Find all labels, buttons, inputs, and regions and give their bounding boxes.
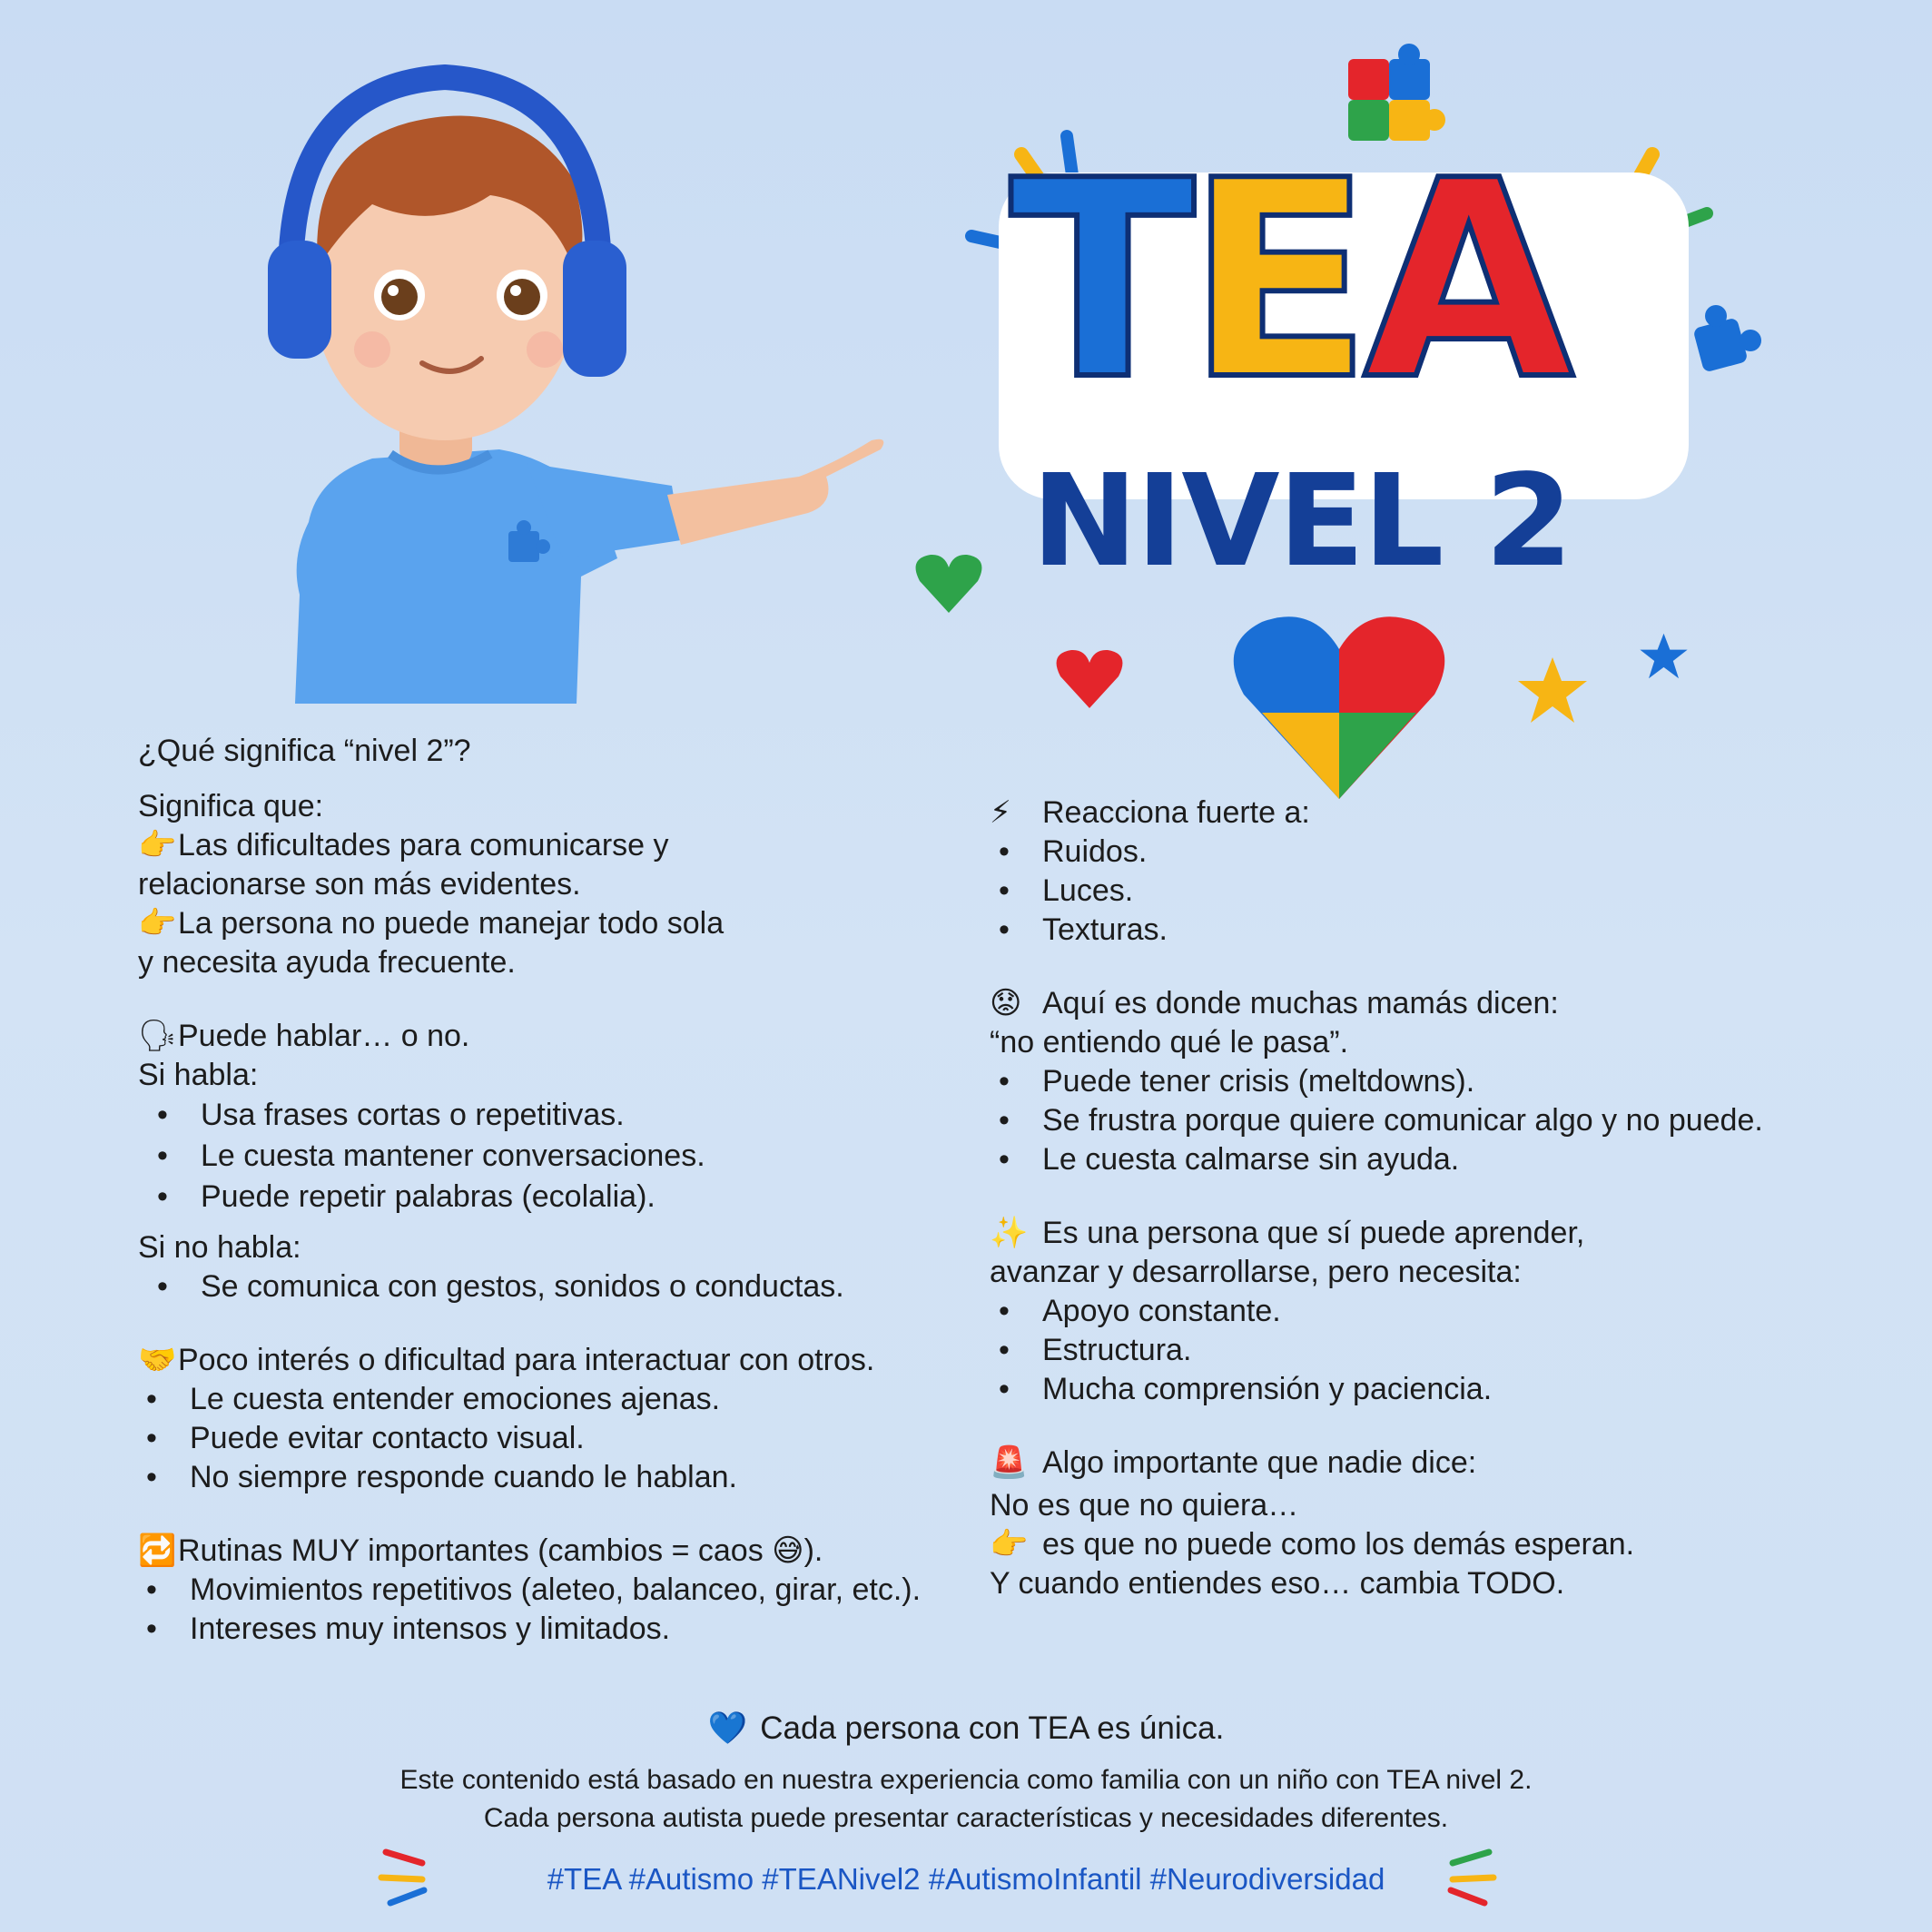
handshake-icon: 🤝 [138, 1343, 177, 1377]
right-column [990, 794, 1898, 1603]
logo-letter-e: E [1186, 123, 1364, 439]
point1-line1: 👉Las dificultades para comunicarse y [138, 826, 955, 865]
intro-text: Significa que: [138, 789, 324, 823]
list-item: • Apoyo constante. [1042, 1292, 1898, 1331]
speaking-head-icon: 🗣 [138, 1019, 178, 1053]
list-item: • Puede tener crisis (meltdowns). [1042, 1062, 1898, 1101]
list-item: • Luces. [1042, 872, 1898, 911]
social-heading: 🤝Poco interés o dificultad para interactuar con otros. [138, 1341, 955, 1380]
speak-heading: 🗣Puede hablar… o no. [138, 1017, 955, 1056]
confetti-left [377, 1843, 449, 1916]
pointing-hand-icon: 👉 [138, 828, 177, 862]
important-line2: 👉 es que no puede como los demás esperan. [990, 1525, 1898, 1564]
puzzle-piece-icon [1680, 300, 1770, 390]
list-item: • Le cuesta calmarse sin ayuda. [1042, 1140, 1898, 1179]
question-heading: ¿Qué significa “nivel 2”? [138, 734, 471, 768]
hashtags: #TEA #Autismo #TEANivel2 #AutismoInfantil #Neurodiversidad [547, 1862, 1385, 1896]
list-item: • Intereses muy intensos y limitados. [190, 1610, 955, 1649]
important-heading: 🚨 Algo importante que nadie dice: [990, 1444, 1898, 1483]
boy-illustration [254, 50, 908, 704]
list-item: • Texturas. [1042, 911, 1898, 950]
list-item: • Le cuesta entender emociones ajenas. [190, 1380, 955, 1419]
moms-line2: “no entiendo qué le pasa”. [990, 1025, 1349, 1060]
if-speaks: Si habla: [138, 1058, 259, 1092]
logo-letter-t: T [1010, 123, 1187, 439]
logo [953, 27, 1907, 808]
important-line3: Y cuando entiendes eso… cambia TODO. [990, 1566, 1565, 1601]
important-line1: No es que no quiera… [990, 1488, 1299, 1523]
sweat-smile-icon: 😅 [772, 1533, 804, 1568]
list-item: • No siempre responde cuando le hablan. [190, 1458, 955, 1497]
logo-subtitle: NIVEL 2 [1031, 448, 1572, 596]
if-not-speaks: Si no habla: [138, 1230, 301, 1265]
blue-heart-icon: 💙 [707, 1710, 748, 1746]
siren-icon: 🚨 [990, 1445, 1029, 1480]
footer [0, 1707, 1932, 1899]
puzzle-heart-icon [1226, 608, 1453, 808]
pointing-hand-icon: 👉 [990, 1527, 1029, 1562]
list-item: • Se comunica con gestos, sonidos o conductas. [201, 1267, 955, 1306]
routines-heading: 🔁Rutinas MUY importantes (cambios = caos 😅). [138, 1532, 955, 1571]
red-heart-icon [1053, 645, 1126, 713]
yellow-star-icon [1516, 654, 1589, 726]
moms-line1: 😟 Aquí es donde muchas mamás dicen: [990, 984, 1898, 1023]
learn-line2: avanzar y desarrollarse, pero necesita: [990, 1255, 1522, 1289]
pointing-hand-icon: 👉 [138, 906, 177, 941]
list-item: • Mucha comprensión y paciencia. [1042, 1370, 1898, 1409]
list-item: • Ruidos. [1042, 833, 1898, 872]
confetti-right [1425, 1843, 1498, 1916]
green-heart-icon [912, 549, 985, 617]
repeat-icon: 🔁 [138, 1533, 177, 1568]
logo-tea [1010, 123, 1565, 439]
point2-line1: 👉La persona no puede manejar todo sola [138, 904, 955, 943]
worried-face-icon: 😟 [990, 986, 1022, 1020]
list-item: • Usa frases cortas o repetitivas. [201, 1095, 955, 1136]
learn-line1: ✨ Es una persona que sí puede aprender, [990, 1214, 1898, 1253]
footer-note1: Este contenido está basado en nuestra experiencia como familia con un niño con TEA nivel 2. [399, 1765, 1533, 1795]
left-column [138, 732, 955, 1649]
point1-line2: relacionarse son más evidentes. [138, 867, 581, 902]
sparkles-icon: ✨ [990, 1216, 1029, 1250]
list-item: • Puede evitar contacto visual. [190, 1419, 955, 1458]
list-item: • Puede repetir palabras (ecolalia). [201, 1177, 955, 1217]
blue-star-icon [1639, 631, 1689, 681]
list-item: • Estructura. [1042, 1331, 1898, 1370]
react-heading: ⚡ Reacciona fuerte a: [990, 794, 1898, 833]
list-item: • Le cuesta mantener conversaciones. [201, 1136, 955, 1177]
logo-letter-a: A [1363, 123, 1565, 439]
point2-line2: y necesita ayuda frecuente. [138, 945, 516, 980]
list-item: • Se frustra porque quiere comunicar algo y no puede. [1042, 1101, 1898, 1140]
unique-line: 💙 Cada persona con TEA es única. [707, 1710, 1225, 1746]
list-item: • Movimientos repetitivos (aleteo, balanceo, girar, etc.). [190, 1571, 955, 1610]
high-voltage-icon: ⚡ [990, 795, 1011, 830]
footer-note2: Cada persona autista puede presentar características y necesidades diferentes. [483, 1803, 1449, 1833]
